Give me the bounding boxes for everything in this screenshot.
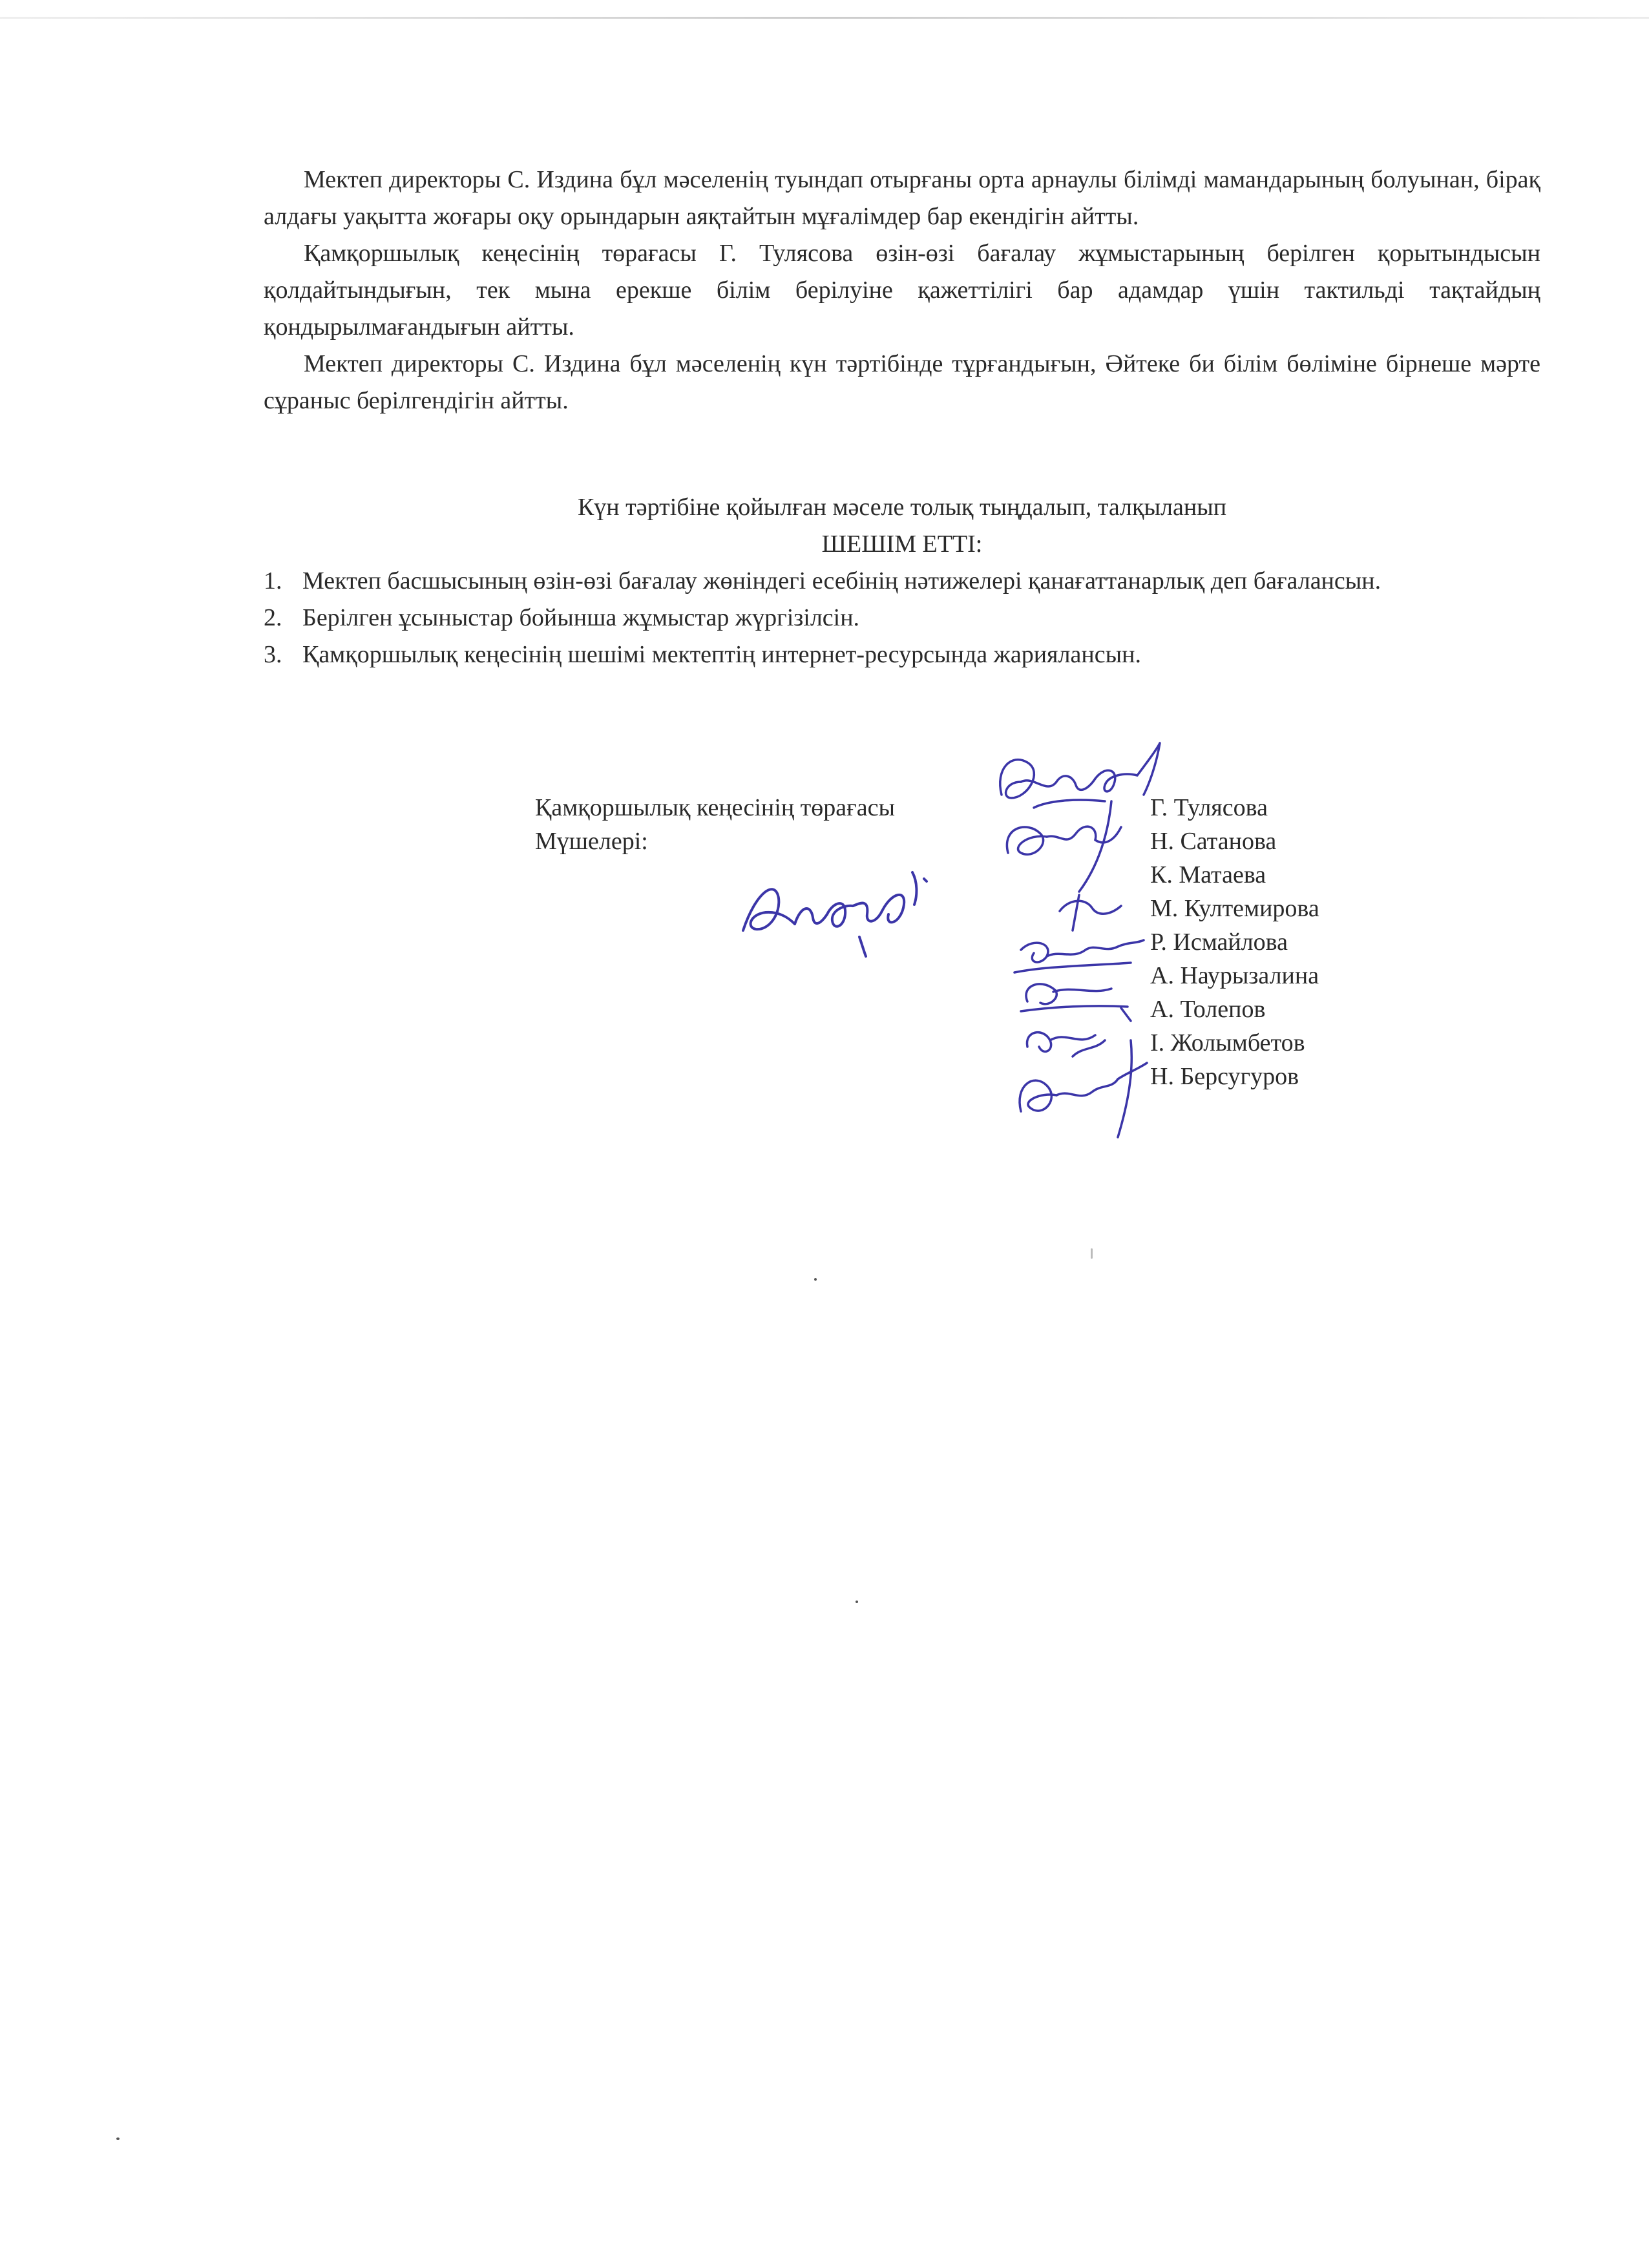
paragraph-chair: Қамқоршылық кеңесінің төрағасы Г. Тулясова өзін-өзі бағалау жұмыстарының берілген қорытындысын қолдайтындығын, тек мына ерекше білім берілуіне қажеттілігі бар адамдар үшін тактильді тақтайдың қондырылмағандығын айтты. — [264, 240, 1540, 341]
member-name: Р. Исмайлова — [1150, 929, 1288, 956]
agenda-line: Күн тәртібіне қойылған мәселе толық тыңдалып, талқыланып — [577, 494, 1227, 521]
handwritten-signature-left — [730, 853, 943, 963]
paragraph-director-2: Мектеп директоры С. Издина бұл мәселенің күн тәртібінде тұрғандығын, Әйтеке би білім бөліміне бірнеше мәрте сұраныс берілгендігін айтты. — [264, 350, 1540, 414]
decision-text: Қамқоршылық кеңесінің шешімі мектептің интернет-ресурсында жариялансын. — [302, 641, 1141, 668]
handwritten-signatures-column — [982, 737, 1189, 1150]
decision-number: 3. — [264, 641, 282, 668]
chair-label: Қамқоршылық кеңесінің төрағасы — [535, 794, 895, 821]
scan-speck — [856, 1601, 858, 1603]
members-label: Мүшелері: — [535, 828, 648, 855]
member-name: М. Култемирова — [1150, 895, 1319, 922]
paragraph-director-1: Мектеп директоры С. Издина бұл мәселенің туындап отырғаны орта арнаулы білімді мамандарының болуынан, бірақ алдағы уақытта жоғары оқу орындарын аяқтайтын мұғалімдер бар екендігін айтты. — [264, 166, 1540, 230]
scan-speck — [814, 1278, 817, 1281]
decision-text: Берілген ұсыныстар бойынша жұмыстар жүргізілсін. — [302, 604, 860, 631]
member-name: Н. Берсугуров — [1150, 1063, 1299, 1090]
decision-heading: ШЕШІМ ЕТТІ: — [821, 530, 983, 558]
member-name: Г. Тулясова — [1150, 794, 1268, 821]
decision-number: 2. — [264, 604, 282, 631]
member-name: К. Матаева — [1150, 861, 1266, 888]
decision-number: 1. — [264, 567, 282, 594]
scan-speck — [1091, 1248, 1093, 1259]
member-name: А. Наурызалина — [1150, 962, 1319, 989]
member-name: А. Толепов — [1150, 996, 1266, 1023]
member-name: І. Жолымбетов — [1150, 1029, 1305, 1056]
scan-speck — [116, 2137, 120, 2140]
decision-text: Мектеп басшысының өзін-өзі бағалау жөніндегі есебінің нәтижелері қанағаттанарлық деп бағалансын. — [302, 567, 1381, 594]
member-name: Н. Сатанова — [1150, 828, 1277, 855]
